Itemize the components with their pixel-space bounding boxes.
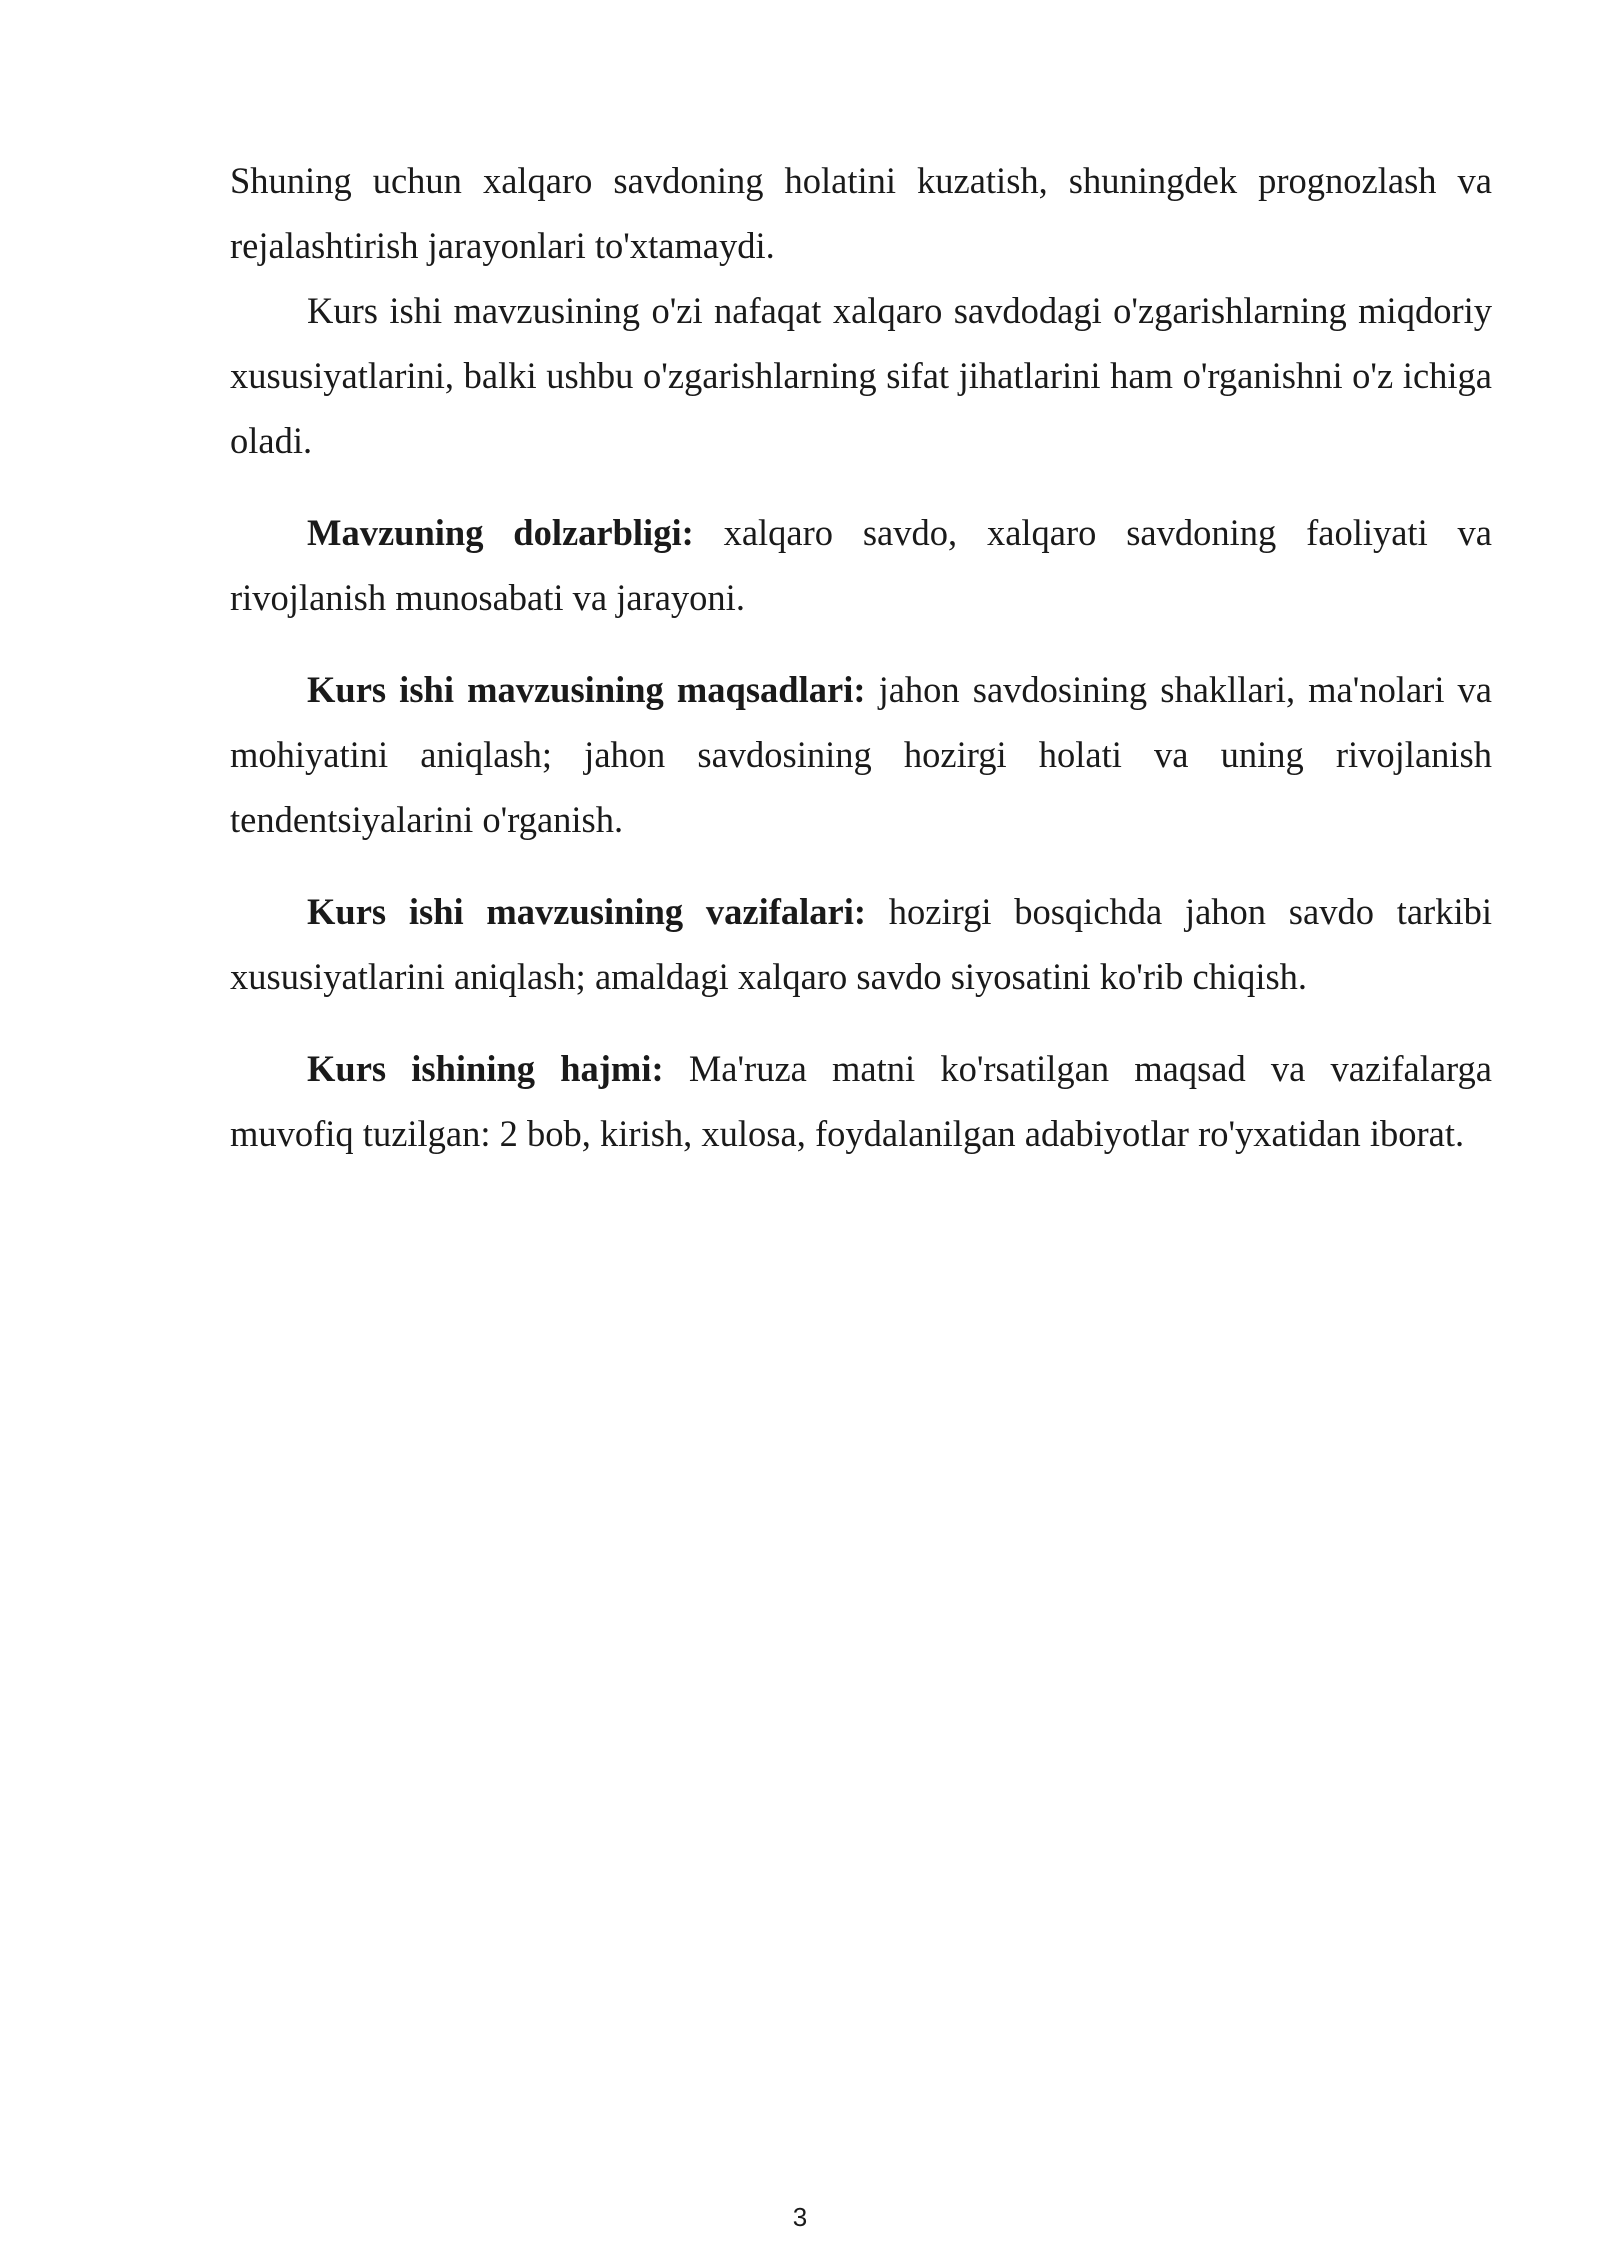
paragraph-text: Kurs ishi mavzusining o'zi nafaqat xalqaro savdodagi o'zgarishlarning miqdoriy xususiyatlarini, balki ushbu o'zgarishlarning sifat jihatlarini ham o'rganishni o'z ichiga oladi. xyxy=(230,290,1492,461)
paragraph-heading: Kurs ishi mavzusining maqsadlari: xyxy=(307,669,866,710)
paragraph-relevance xyxy=(230,500,1492,630)
paragraph-goals xyxy=(230,657,1492,852)
paragraph-heading: Kurs ishining hajmi: xyxy=(307,1048,664,1089)
paragraph-heading: Kurs ishi mavzusining vazifalari: xyxy=(307,891,866,932)
paragraph-text: Ma'ruza matni ko'rsatilgan maqsad va vazifalarga muvofiq tuzilgan: 2 bob, kirish, xulosa, foydalanilgan adabiyotlar ro'yxatidan iborat. xyxy=(230,1048,1492,1154)
paragraph-heading: Mavzuning dolzarbligi: xyxy=(307,512,694,553)
paragraph-text: jahon savdosining shakllari, ma'nolari va mohiyatini aniqlash; jahon savdosining hozirgi holati va uning rivojlanish tendentsiyalarini o'rganish. xyxy=(230,669,1493,840)
document-body xyxy=(230,148,1492,1166)
page-number: 3 xyxy=(792,2202,808,2232)
paragraph-intro xyxy=(230,148,1492,278)
paragraph-scope xyxy=(230,1036,1492,1166)
paragraph-text: Shuning uchun xalqaro savdoning holatini kuzatish, shuningdek prognozlash va rejalashtirish jarayonlari to'xtamaydi. xyxy=(230,160,1492,266)
paragraph-text: hozirgi bosqichda jahon savdo tarkibi xususiyatlarini aniqlash; amaldagi xalqaro savdo siyosatini ko'rib chiqish. xyxy=(230,891,1492,997)
paragraph-tasks xyxy=(230,879,1492,1009)
paragraph-text: xalqaro savdo, xalqaro savdoning faoliyati va rivojlanish munosabati va jarayoni. xyxy=(230,512,1492,618)
paragraph-course-topic xyxy=(230,278,1492,473)
